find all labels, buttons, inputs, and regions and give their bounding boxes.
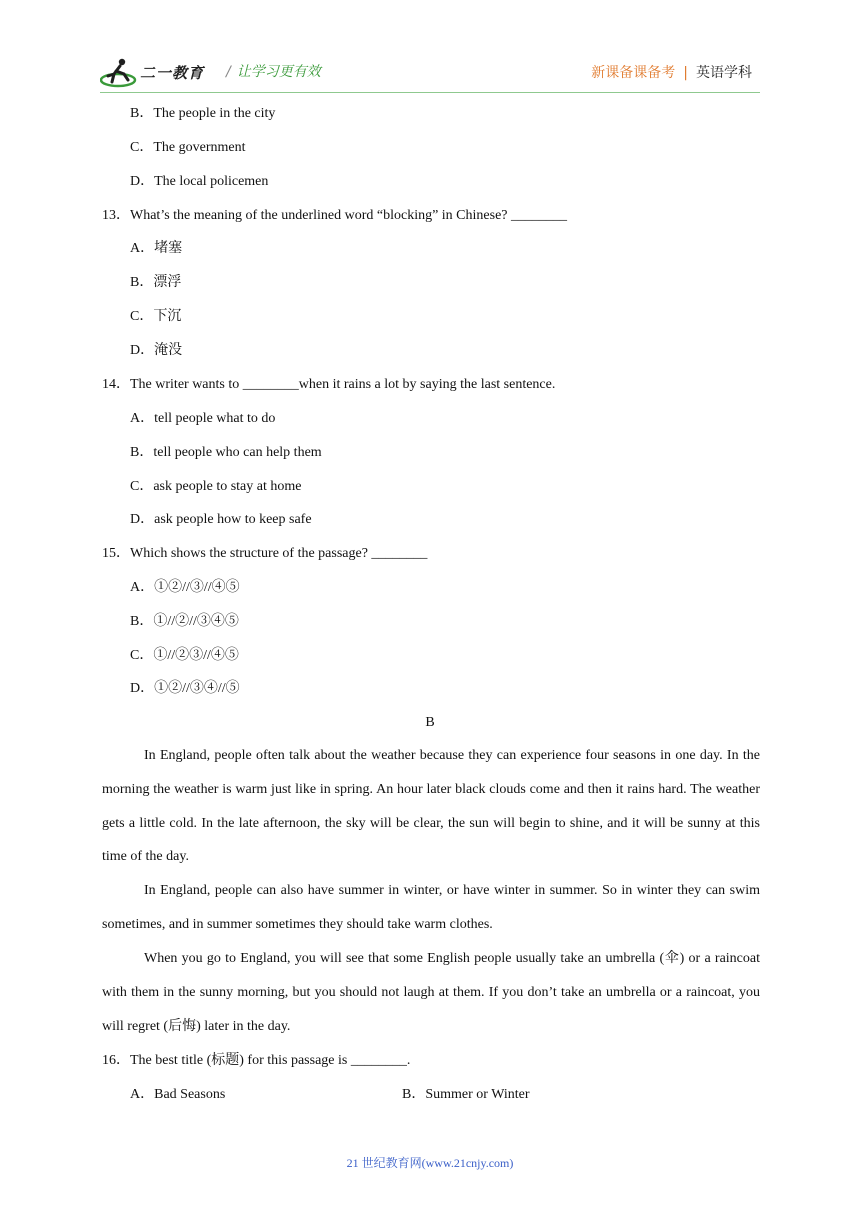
question-16: 16．The best title (标题) for this passage is ________. xyxy=(102,1053,411,1068)
question-13: 13．What’s the meaning of the underlined word “blocking” in Chinese? ________ xyxy=(102,208,568,223)
question-14: 14．The writer wants to ________when it rains a lot by saying the last sentence. xyxy=(102,377,556,392)
section-heading: B xyxy=(425,715,435,730)
runner-logo-icon xyxy=(100,56,140,90)
option-line: C．下沉 xyxy=(130,309,182,324)
option-line: A．Bad Seasons xyxy=(130,1087,226,1102)
option-line: C．ask people to stay at home xyxy=(130,479,302,494)
option-line: D．ask people how to keep safe xyxy=(130,512,312,527)
slogan-text: 让学习更有效 xyxy=(236,64,321,80)
header-subject xyxy=(591,62,752,82)
header-course-label: 新课备课备考 xyxy=(591,65,676,81)
slogan xyxy=(226,61,321,81)
logo-text: 二一教育 xyxy=(140,64,205,82)
option-line: B．tell people who can help them xyxy=(130,445,322,460)
option-line: C．The government xyxy=(130,140,246,155)
option-line: B．The people in the city xyxy=(130,106,276,121)
option-line: A．①②//③//④⑤ xyxy=(130,580,240,595)
header-divider xyxy=(100,92,760,93)
option-line: D．①②//③④//⑤ xyxy=(130,681,240,696)
header-subject-label: 英语学科 xyxy=(696,65,752,81)
option-line: B．漂浮 xyxy=(130,275,182,290)
option-line: A．堵塞 xyxy=(130,241,183,256)
passage-paragraph: In England, people can also have summer in winter, or have winter in summer. So in winter they can swim sometimes, and in summer sometimes they should take warm clothes. xyxy=(102,883,760,932)
question-15: 15．Which shows the structure of the passage? ________ xyxy=(102,546,428,561)
logo xyxy=(100,56,220,90)
option-line: D．淹没 xyxy=(130,343,183,358)
page-header xyxy=(0,0,860,96)
option-line: D．The local policemen xyxy=(130,174,269,189)
footer-link[interactable]: 21 世纪教育网(www.21cnjy.com) xyxy=(346,1156,514,1170)
option-line: A．tell people what to do xyxy=(130,411,276,426)
header-separator: | xyxy=(683,65,688,81)
option-line: C．①//②③//④⑤ xyxy=(130,648,239,663)
slogan-separator: / xyxy=(226,64,231,80)
option-line: B．Summer or Winter xyxy=(402,1087,530,1102)
passage-paragraph: In England, people often talk about the weather because they can experience four seasons in one day. In the morning the weather is warm just like in spring. An hour later black clouds come and then it rains hard. The weather gets a little cold. In the late afternoon, the sky will be clear, the sun will begin to shine, and it will be sunny at this time of the day. xyxy=(102,748,760,865)
passage-paragraph: When you go to England, you will see that some English people usually take an umbrella (伞) or a raincoat with them in the sunny morning, but you should not laugh at them. If you don’t take an umbrella or a raincoat, you will regret (后悔) later in the day. xyxy=(102,951,760,1034)
option-line: B．①//②//③④⑤ xyxy=(130,614,239,629)
